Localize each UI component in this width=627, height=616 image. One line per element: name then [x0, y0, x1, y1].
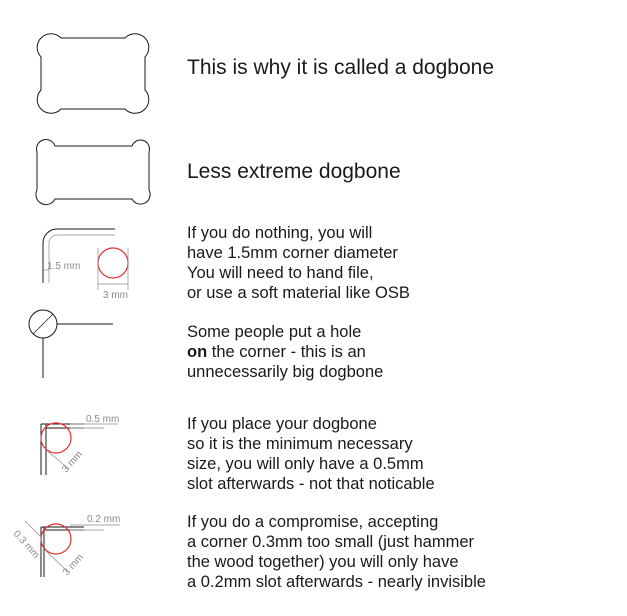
minimum-dogbone-figure: [41, 414, 119, 475]
bit-diameter-label-3: 3 mm: [61, 552, 86, 579]
text-line: have 1.5mm corner diameter: [187, 244, 398, 262]
hole-on-corner-text: [187, 322, 383, 382]
minimum-dogbone-text: [187, 414, 435, 494]
text-line: slot afterwards - not that noticable: [187, 475, 435, 493]
text-line: size, you will only have a 0.5mm: [187, 455, 424, 473]
text-line: Some people put a hole: [187, 323, 362, 341]
do-nothing-text: [187, 223, 410, 303]
bold-on: on: [187, 343, 208, 361]
text-line: the wood together) you will only have: [187, 553, 459, 571]
corner-radius-label: 1.5 mm: [47, 261, 81, 272]
text-line: a corner 0.3mm too small (just hammer: [187, 533, 475, 551]
bit-diameter-figure: [98, 248, 128, 301]
bit-diameter-label: 3 mm: [103, 290, 128, 301]
big-dogbone-figure: [29, 310, 113, 378]
text-line: so it is the minimum necessary: [187, 435, 413, 453]
text-line: If you place your dogbone: [187, 415, 377, 433]
compromise-text: [187, 512, 486, 592]
text-line: a 0.2mm slot afterwards - nearly invisible: [187, 573, 486, 591]
compromise-dogbone-figure: [11, 514, 121, 578]
text-line: You will need to hand file,: [187, 264, 374, 282]
corner-gap-label: 0.3 mm: [10, 528, 42, 561]
text-line: If you do nothing, you will: [187, 224, 373, 242]
extreme-dogbone-shape: [37, 34, 149, 114]
text-line: unnecessarily big dogbone: [187, 363, 384, 381]
slot-width-label: 0.5 mm: [86, 414, 120, 425]
bit-diameter-label-2: 3 mm: [60, 449, 85, 476]
text-line: or use a soft material like OSB: [187, 284, 410, 302]
less-dogbone-caption: Less extreme dogbone: [187, 160, 401, 183]
less-extreme-dogbone-shape: [36, 140, 150, 205]
text-line: If you do a compromise, accepting: [187, 513, 439, 531]
text-line: on the corner - this is an: [187, 343, 366, 361]
dogbone-caption: This is why it is called a dogbone: [187, 56, 494, 79]
slot-width-label-2: 0.2 mm: [87, 514, 121, 525]
